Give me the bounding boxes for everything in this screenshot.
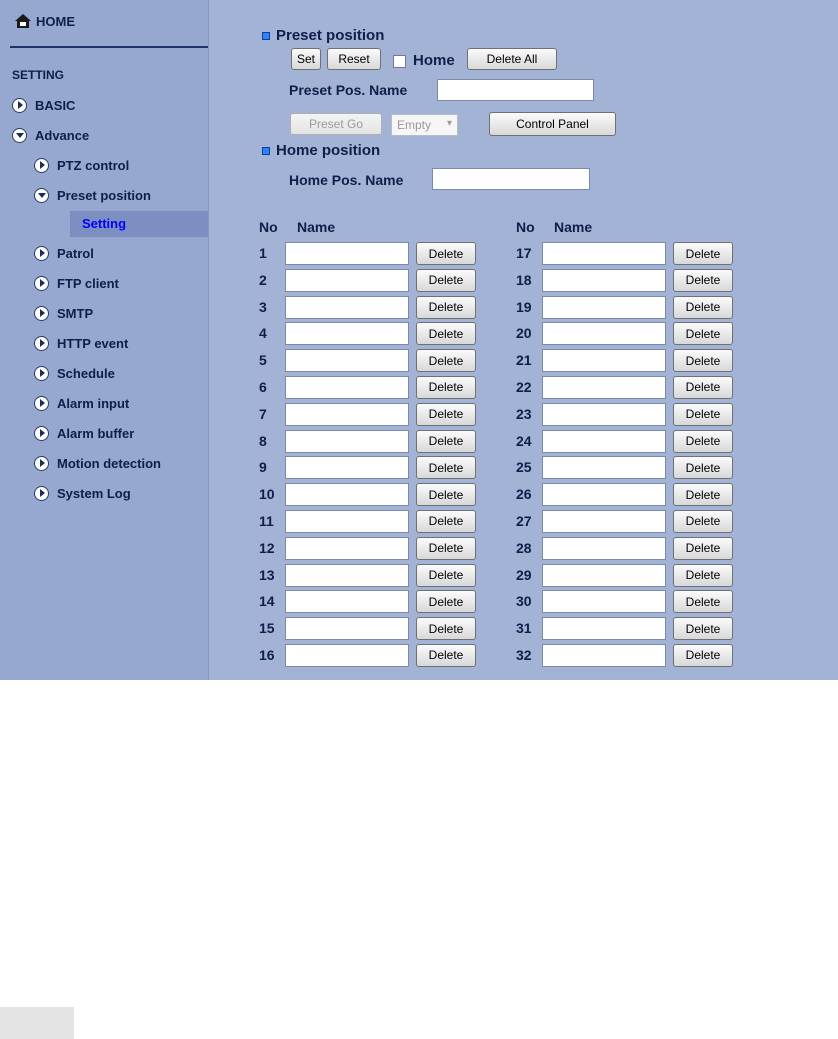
- preset-number: 8: [259, 432, 267, 449]
- delete-button[interactable]: Delete: [416, 590, 476, 613]
- sidebar-item-system-log[interactable]: [34, 483, 131, 503]
- preset-number: 31: [516, 620, 532, 637]
- home-checkbox-label: Home: [413, 52, 455, 69]
- sidebar-item-alarm-buffer[interactable]: [34, 423, 134, 443]
- dropdown-arrow-icon: ▾: [446, 118, 452, 129]
- preset-pos-name-input[interactable]: [437, 79, 594, 101]
- chevron-down-icon: [12, 128, 27, 143]
- chevron-right-icon: [34, 396, 49, 411]
- sidebar-item-label: PTZ control: [57, 157, 130, 173]
- sidebar-item-label: Schedule: [57, 365, 115, 381]
- preset-number: 19: [516, 298, 532, 315]
- delete-button[interactable]: Delete: [673, 322, 733, 345]
- home-link[interactable]: [12, 10, 75, 32]
- preset-name-input[interactable]: [542, 322, 666, 345]
- home-pos-name-input[interactable]: [432, 168, 590, 190]
- delete-button[interactable]: Delete: [416, 269, 476, 292]
- sidebar-item-label: Advance: [35, 127, 90, 143]
- reset-button[interactable]: Reset: [327, 48, 381, 70]
- delete-button[interactable]: Delete: [416, 483, 476, 506]
- preset-number: 2: [259, 271, 267, 288]
- delete-button[interactable]: Delete: [673, 403, 733, 426]
- delete-button[interactable]: Delete: [416, 322, 476, 345]
- preset-name-input[interactable]: [542, 296, 666, 319]
- home-icon: [12, 10, 34, 32]
- delete-button[interactable]: Delete: [416, 403, 476, 426]
- sidebar-item-ptz-control[interactable]: [34, 155, 129, 175]
- preset-select[interactable]: [391, 114, 458, 136]
- preset-name-input[interactable]: [542, 403, 666, 426]
- sidebar-item-schedule[interactable]: [34, 363, 115, 383]
- preset-number: 10: [259, 486, 275, 503]
- delete-button[interactable]: Delete: [673, 376, 733, 399]
- home-position-title: Home position: [276, 142, 381, 159]
- set-button[interactable]: Set: [291, 48, 321, 70]
- preset-name-input[interactable]: [542, 537, 666, 560]
- preset-number: 32: [516, 646, 532, 663]
- sidebar-item-alarm-input[interactable]: [34, 393, 129, 413]
- preset-name-input[interactable]: [542, 376, 666, 399]
- delete-button[interactable]: Delete: [673, 537, 733, 560]
- preset-number: 18: [516, 271, 532, 288]
- chevron-right-icon: [34, 276, 49, 291]
- delete-button[interactable]: Delete: [673, 617, 733, 640]
- preset-name-input[interactable]: [542, 349, 666, 372]
- preset-name-input[interactable]: [285, 617, 409, 640]
- chevron-right-icon: [34, 456, 49, 471]
- preset-position-heading: [262, 27, 384, 44]
- home-position-heading: [262, 142, 380, 159]
- delete-button[interactable]: Delete: [673, 590, 733, 613]
- sidebar-item-label: System Log: [57, 485, 131, 501]
- delete-button[interactable]: Delete: [416, 242, 476, 265]
- preset-name-input[interactable]: [285, 564, 409, 587]
- home-checkbox[interactable]: [393, 55, 406, 68]
- preset-number: 12: [259, 539, 275, 556]
- delete-button[interactable]: Delete: [416, 456, 476, 479]
- delete-button[interactable]: Delete: [673, 483, 733, 506]
- preset-name-input[interactable]: [285, 537, 409, 560]
- preset-number: 27: [516, 512, 532, 529]
- preset-name-input[interactable]: [542, 430, 666, 453]
- chevron-right-icon: [34, 366, 49, 381]
- preset-number: 5: [259, 352, 267, 369]
- delete-button[interactable]: Delete: [416, 376, 476, 399]
- column-no-header: No: [259, 219, 278, 235]
- preset-number: 15: [259, 620, 275, 637]
- sidebar-item-basic[interactable]: [12, 95, 75, 115]
- chevron-right-icon: [34, 306, 49, 321]
- delete-button[interactable]: Delete: [673, 242, 733, 265]
- preset-pos-name-label: Preset Pos. Name: [289, 82, 408, 98]
- delete-button[interactable]: Delete: [416, 564, 476, 587]
- preset-name-input[interactable]: [285, 322, 409, 345]
- sidebar-item-label: Patrol: [57, 245, 94, 261]
- sidebar-item-label: SMTP: [57, 305, 94, 321]
- sidebar-item-smtp[interactable]: [34, 303, 93, 323]
- chevron-right-icon: [34, 426, 49, 441]
- preset-number: 24: [516, 432, 532, 449]
- preset-number: 22: [516, 378, 532, 395]
- chevron-right-icon: [34, 158, 49, 173]
- section-bullet-icon: [262, 147, 270, 155]
- sidebar-item-label: Alarm input: [57, 395, 130, 411]
- delete-button[interactable]: Delete: [673, 564, 733, 587]
- gray-block: [0, 1007, 74, 1039]
- sidebar-item-label: HTTP event: [57, 335, 129, 351]
- preset-name-input[interactable]: [285, 403, 409, 426]
- preset-name-input[interactable]: [285, 430, 409, 453]
- chevron-down-icon: [34, 188, 49, 203]
- preset-name-input[interactable]: [542, 456, 666, 479]
- column-name-header: Name: [297, 219, 336, 235]
- preset-number: 29: [516, 566, 532, 583]
- preset-number: 7: [259, 405, 267, 422]
- preset-number: 26: [516, 486, 532, 503]
- preset-name-input[interactable]: [542, 644, 666, 667]
- delete-button[interactable]: Delete: [416, 430, 476, 453]
- delete-button[interactable]: Delete: [416, 349, 476, 372]
- preset-name-input[interactable]: [542, 269, 666, 292]
- preset-number: 3: [259, 298, 267, 315]
- preset-select-value: Empty: [397, 118, 432, 132]
- preset-name-input[interactable]: [285, 590, 409, 613]
- sidebar-item-advance[interactable]: [12, 125, 89, 145]
- column-no-header: No: [516, 219, 535, 235]
- preset-number: 16: [259, 646, 275, 663]
- preset-number: 28: [516, 539, 532, 556]
- sidebar-item-label: Motion detection: [57, 455, 161, 471]
- preset-go-button[interactable]: Preset Go: [290, 113, 382, 135]
- delete-button[interactable]: Delete: [673, 296, 733, 319]
- delete-button[interactable]: Delete: [673, 430, 733, 453]
- preset-name-input[interactable]: [542, 242, 666, 265]
- chevron-right-icon: [12, 98, 27, 113]
- delete-button[interactable]: Delete: [416, 296, 476, 319]
- home-label: HOME: [36, 13, 75, 29]
- preset-name-input[interactable]: [285, 242, 409, 265]
- sidebar-item-setting[interactable]: Setting: [82, 216, 127, 231]
- preset-name-input[interactable]: [285, 644, 409, 667]
- preset-number: 30: [516, 593, 532, 610]
- setting-heading: SETTING: [12, 68, 65, 82]
- preset-number: 25: [516, 459, 532, 476]
- column-name-header: Name: [554, 219, 593, 235]
- sidebar-item-label: FTP client: [57, 275, 119, 291]
- preset-name-input[interactable]: [542, 483, 666, 506]
- preset-number: 14: [259, 593, 275, 610]
- sidebar-divider: [10, 46, 208, 48]
- preset-name-input[interactable]: [285, 296, 409, 319]
- sidebar-item-ftp-client[interactable]: [34, 273, 119, 293]
- chevron-right-icon: [34, 336, 49, 351]
- chevron-right-icon: [34, 486, 49, 501]
- section-bullet-icon: [262, 32, 270, 40]
- preset-number: 13: [259, 566, 275, 583]
- delete-all-button[interactable]: Delete All: [467, 48, 557, 70]
- preset-name-input[interactable]: [285, 269, 409, 292]
- delete-button[interactable]: Delete: [673, 456, 733, 479]
- preset-name-input[interactable]: [285, 376, 409, 399]
- sidebar-item-label: Preset position: [57, 187, 151, 203]
- sidebar-item-motion-detection[interactable]: [34, 453, 161, 473]
- preset-number: 20: [516, 325, 532, 342]
- delete-button[interactable]: Delete: [673, 644, 733, 667]
- delete-button[interactable]: Delete: [416, 617, 476, 640]
- preset-number: 6: [259, 378, 267, 395]
- preset-name-input[interactable]: [285, 483, 409, 506]
- preset-name-input[interactable]: [285, 510, 409, 533]
- delete-button[interactable]: Delete: [416, 644, 476, 667]
- preset-number: 21: [516, 352, 532, 369]
- sidebar-item-label: BASIC: [35, 97, 76, 113]
- sidebar-item-http-event[interactable]: [34, 333, 128, 353]
- delete-button[interactable]: Delete: [673, 510, 733, 533]
- delete-button[interactable]: Delete: [416, 510, 476, 533]
- preset-name-input[interactable]: [542, 590, 666, 613]
- sidebar: [0, 0, 209, 680]
- preset-name-input[interactable]: [542, 617, 666, 640]
- control-panel-button[interactable]: Control Panel: [489, 112, 616, 136]
- chevron-right-icon: [34, 246, 49, 261]
- preset-name-input[interactable]: [285, 456, 409, 479]
- preset-name-input[interactable]: [542, 564, 666, 587]
- sidebar-item-label: Alarm buffer: [57, 425, 135, 441]
- sidebar-item-patrol[interactable]: [34, 243, 94, 263]
- preset-name-input[interactable]: [285, 349, 409, 372]
- preset-number: 9: [259, 459, 267, 476]
- delete-button[interactable]: Delete: [673, 349, 733, 372]
- preset-number: 11: [259, 512, 274, 529]
- preset-number: 1: [259, 245, 267, 261]
- preset-number: 17: [516, 245, 532, 261]
- preset-position-title: Preset position: [276, 27, 385, 44]
- sidebar-item-preset-position[interactable]: [34, 185, 151, 205]
- preset-name-input[interactable]: [542, 510, 666, 533]
- home-pos-name-label: Home Pos. Name: [289, 172, 404, 188]
- delete-button[interactable]: Delete: [673, 269, 733, 292]
- delete-button[interactable]: Delete: [416, 537, 476, 560]
- preset-number: 4: [259, 325, 267, 342]
- preset-number: 23: [516, 405, 532, 422]
